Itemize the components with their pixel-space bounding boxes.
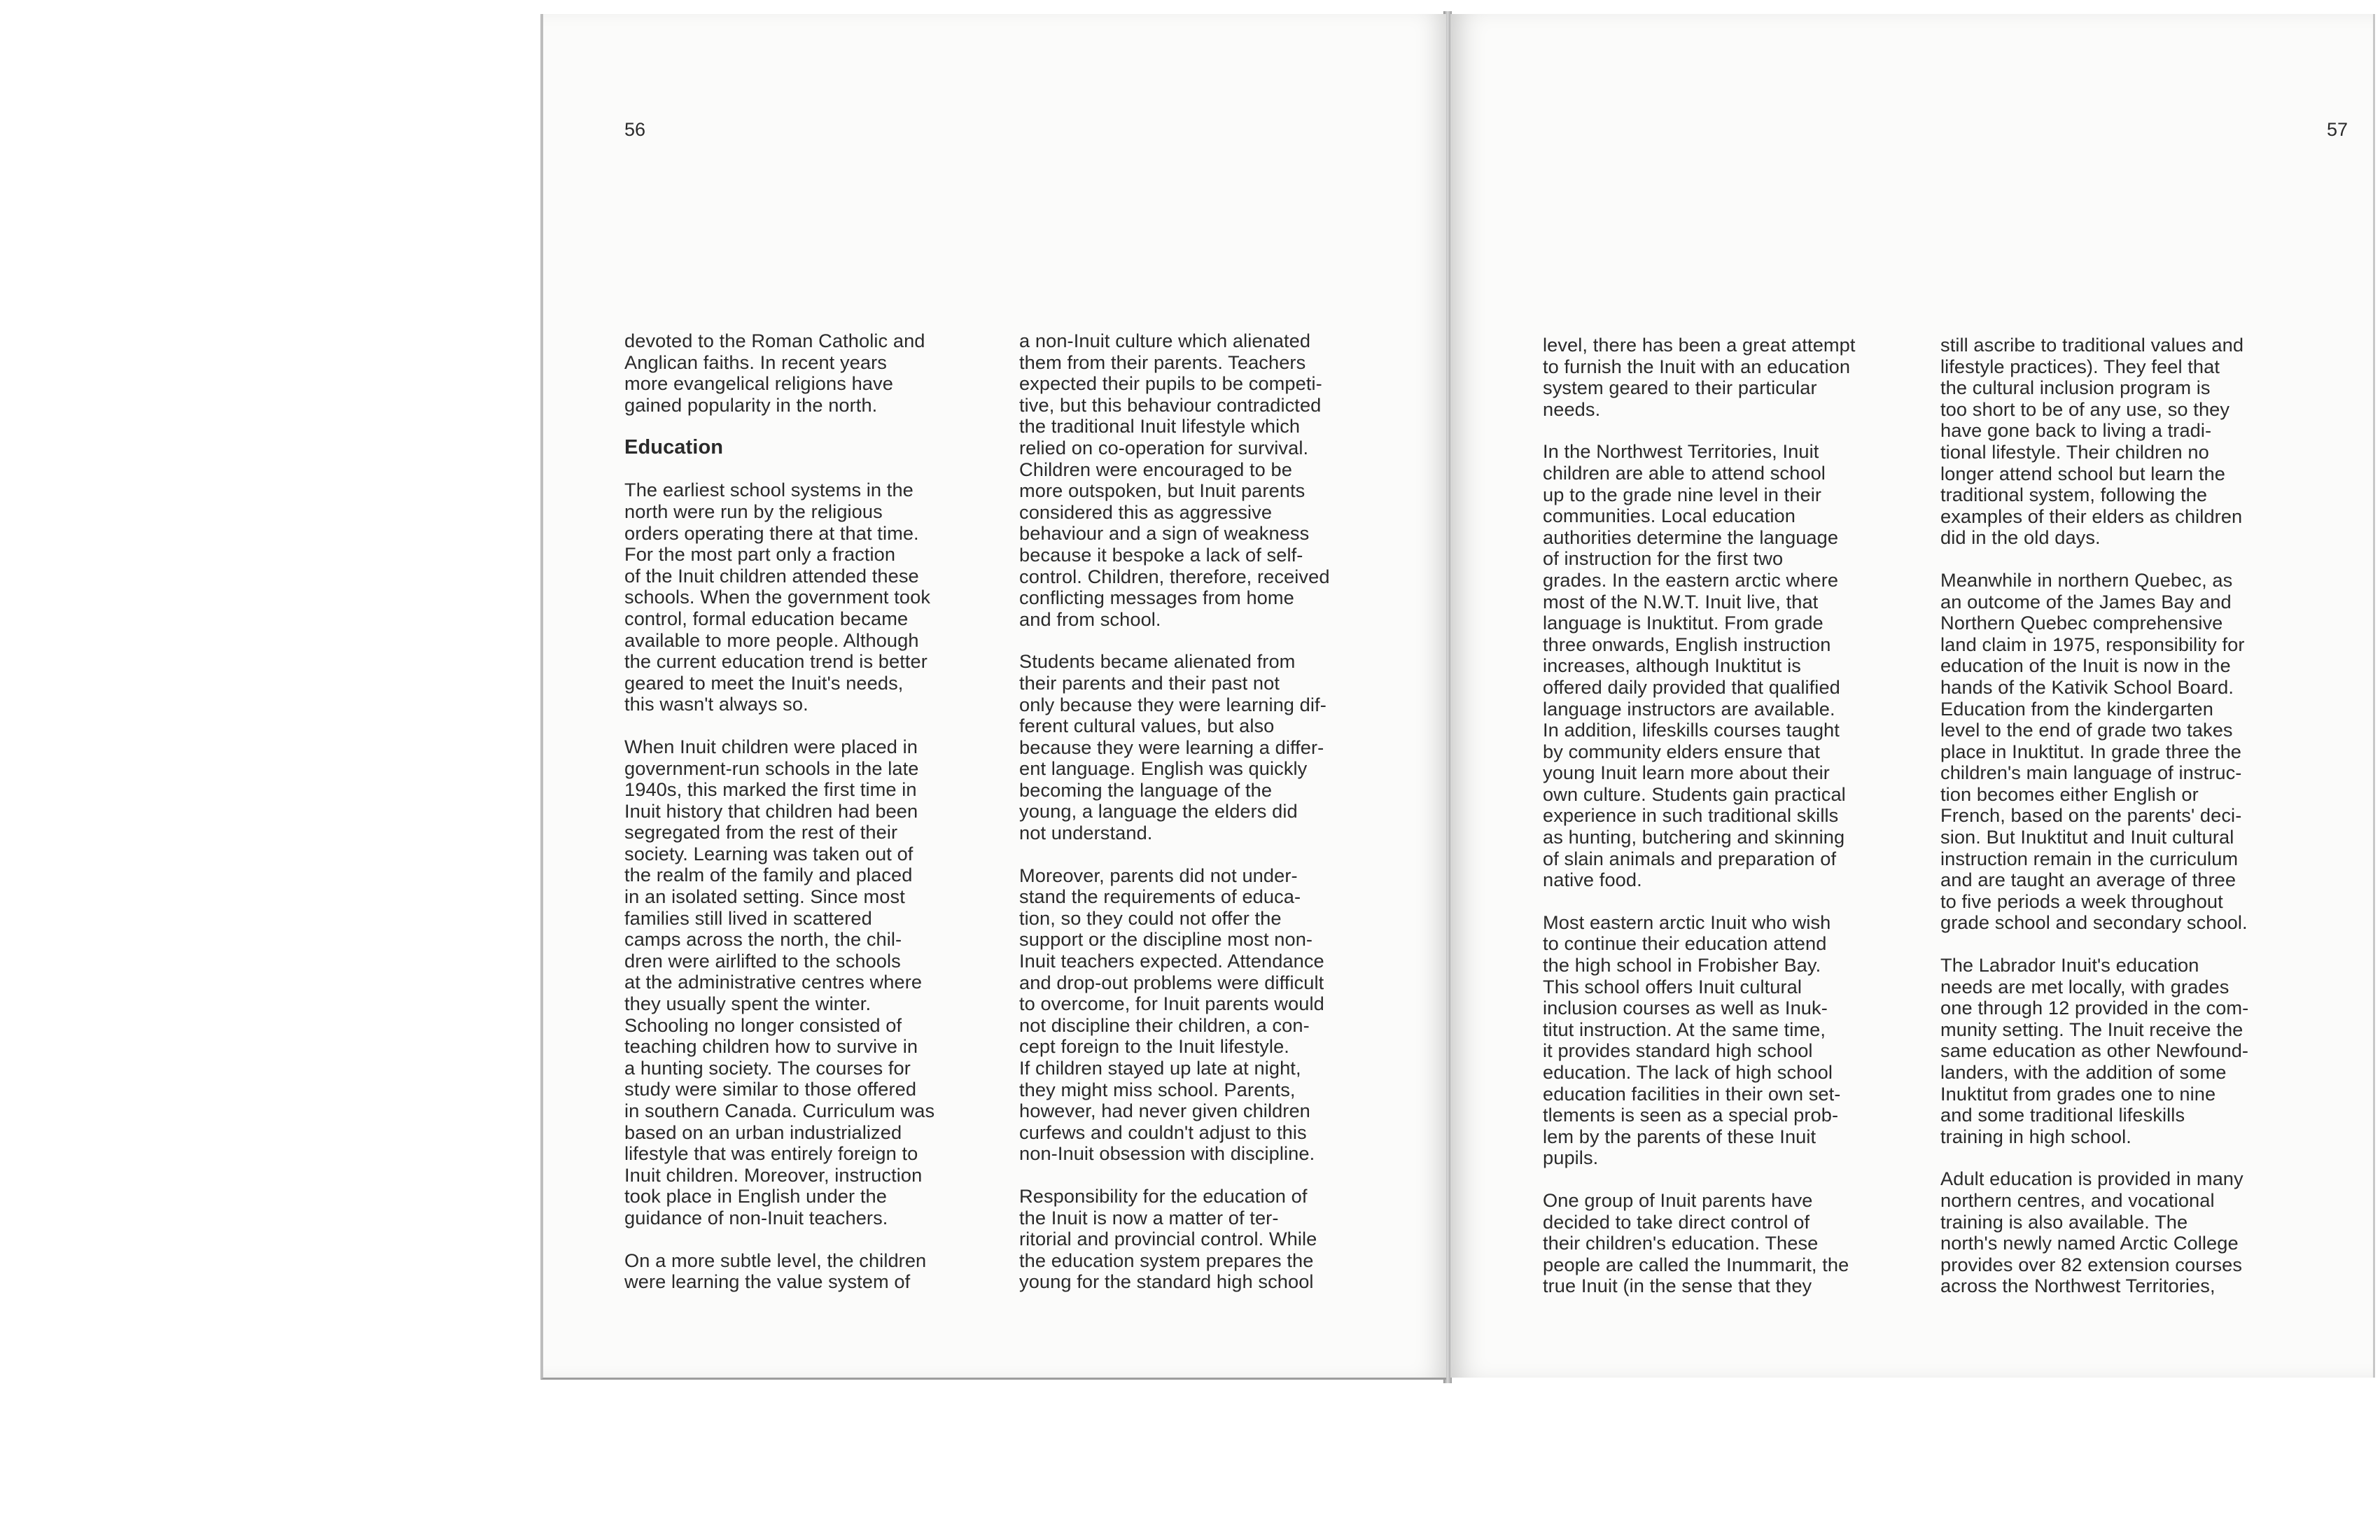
text-line: grade school and secondary school. (1940, 911, 2248, 934)
text-line: society. Learning was taken out of (624, 842, 913, 864)
text-line: provides over 82 extension courses (1940, 1253, 2243, 1275)
paragraph (1019, 865, 1383, 1165)
text-line: their parents and their past not (1019, 671, 1280, 694)
paragraph (1940, 335, 2311, 549)
text-line: the realm of the family and placed (624, 864, 913, 886)
text-line: were learning the value system of (624, 1270, 911, 1293)
paragraph (624, 479, 988, 715)
text-line: experience in such traditional skills (1543, 804, 1839, 827)
text-line: tlements is seen as a special prob- (1543, 1104, 1839, 1126)
text-line: devoted to the Roman Catholic and (624, 330, 925, 351)
text-line: of the Inuit children attended these (624, 564, 919, 587)
text-line: Inuit children. Moreover, instruction (624, 1163, 923, 1186)
text-line: and some traditional lifeskills (1940, 1104, 2185, 1126)
paragraph (1019, 330, 1383, 630)
text-line: their children's education. These (1543, 1232, 1819, 1254)
text-line: and are taught an average of three (1940, 869, 2236, 891)
text-line: communities. Local education (1543, 505, 1795, 527)
text-line: French, based on the parents' deci- (1940, 804, 2242, 827)
section-heading: Education (624, 436, 724, 459)
text-line: a non-Inuit culture which alienated (1019, 330, 1311, 351)
text-line: true Inuit (in the sense that they (1543, 1275, 1812, 1297)
text-column-2 (1019, 330, 1383, 1314)
text-line: tion, so they could not offer the (1019, 906, 1282, 929)
text-line: it provides standard high school (1543, 1040, 1813, 1062)
text-line: to overcome, for Inuit parents would (1019, 993, 1324, 1015)
text-line: Moreover, parents did not under- (1019, 864, 1298, 886)
text-line: orders operating there at that time. (624, 522, 919, 544)
text-line: Responsibility for the education of (1019, 1184, 1308, 1207)
text-line: lifestyle practices). They feel that (1940, 355, 2220, 377)
text-line: munity setting. The Inuit receive the (1940, 1018, 2244, 1040)
text-line: behaviour and a sign of weakness (1019, 522, 1310, 545)
text-line: language is Inuktitut. From grade (1543, 612, 1823, 634)
text-line: geared to meet the Inuit's needs, (624, 671, 904, 694)
text-line: families still lived in scattered (624, 906, 872, 929)
text-line: The Labrador Inuit's education (1940, 954, 2199, 976)
text-line: titut instruction. At the same time, (1543, 1018, 1826, 1040)
text-line: Anglican faiths. In recent years (624, 351, 887, 373)
text-line: training is also available. The (1940, 1210, 2188, 1233)
text-line: own culture. Students gain practical (1543, 783, 1846, 805)
text-line: gained popularity in the north. (624, 393, 878, 416)
text-line: have gone back to living a tradi- (1940, 419, 2212, 442)
text-line: the education system prepares the (1019, 1249, 1314, 1271)
text-column-4 (1940, 335, 2311, 1318)
text-line: three onwards, English instruction (1543, 633, 1831, 655)
text-line: based on an urban industrialized (624, 1121, 902, 1143)
text-line: because it bespoke a lack of self- (1019, 543, 1303, 566)
text-line: the traditional Inuit lifestyle which (1019, 415, 1301, 438)
text-line: In addition, lifeskills courses taught (1543, 719, 1840, 741)
text-line: an outcome of the James Bay and (1940, 590, 2232, 612)
text-line: ferent cultural values, but also (1019, 715, 1275, 737)
text-line: and drop-out problems were difficult (1019, 971, 1324, 993)
text-line: place in Inuktitut. In grade three the (1940, 740, 2242, 762)
text-line: stand the requirements of educa- (1019, 886, 1301, 908)
text-line: at the administrative centres where (624, 971, 923, 993)
text-line: Children were encouraged to be (1019, 458, 1292, 480)
text-line: native food. (1543, 869, 1642, 891)
text-line: Schooling no longer consisted of (624, 1014, 902, 1036)
text-line: support or the discipline most non- (1019, 928, 1313, 951)
text-line: of instruction for the first two (1543, 547, 1784, 570)
text-line: to continue their education attend (1543, 932, 1827, 955)
text-line: they might miss school. Parents, (1019, 1078, 1296, 1100)
text-line: For the most part only a fraction (624, 543, 896, 566)
text-line: not understand. (1019, 822, 1153, 844)
text-line: only because they were learning dif- (1019, 693, 1326, 715)
paragraph (624, 736, 988, 1229)
text-line: young for the standard high school (1019, 1270, 1314, 1293)
text-line: dren were airlifted to the schools (624, 949, 901, 972)
text-line: government-run schools in the late (624, 757, 919, 779)
text-line: pupils. (1543, 1147, 1599, 1169)
text-line: In the Northwest Territories, Inuit (1543, 440, 1819, 463)
text-line: inclusion courses as well as Inuk- (1543, 997, 1828, 1019)
text-line: Inuit teachers expected. Attendance (1019, 950, 1324, 972)
text-line: camps across the north, the chil- (624, 928, 902, 951)
text-line: one through 12 provided in the com- (1940, 997, 2249, 1019)
text-line: schools. When the government took (624, 586, 931, 608)
text-line: not discipline their children, a con- (1019, 1014, 1310, 1036)
page-number-left: 56 (624, 119, 646, 140)
text-line: to five periods a week throughout (1940, 890, 2223, 912)
paragraph (1543, 1190, 1914, 1297)
text-line: One group of Inuit parents have (1543, 1189, 1813, 1211)
text-line: they usually spent the winter. (624, 993, 872, 1015)
text-line: more outspoken, but Inuit parents (1019, 479, 1306, 502)
text-line: northern centres, and vocational (1940, 1189, 2215, 1211)
text-column-1 (624, 330, 988, 1314)
paragraph (1019, 651, 1383, 844)
text-line: available to more people. Although (624, 629, 919, 651)
text-line: tion becomes either English or (1940, 783, 2199, 805)
text-line: language instructors are available. (1543, 697, 1835, 720)
text-line: across the Northwest Territories, (1940, 1275, 2216, 1297)
text-line: increases, although Inuktitut is (1543, 654, 1801, 677)
text-line: north's newly named Arctic College (1940, 1232, 2239, 1254)
text-line: cept foreign to the Inuit lifestyle. (1019, 1035, 1289, 1058)
text-line: to furnish the Inuit with an education (1543, 355, 1851, 377)
page-number-right: 57 (2326, 119, 2348, 140)
text-line: system geared to their particular (1543, 377, 1817, 399)
text-line: Northern Quebec comprehensive (1940, 612, 2223, 634)
text-line: lem by the parents of these Inuit (1543, 1125, 1816, 1147)
text-line: grades. In the eastern arctic where (1543, 568, 1839, 591)
text-line: of slain animals and preparation of (1543, 847, 1837, 869)
text-line: ent language. English was quickly (1019, 757, 1308, 780)
text-line: Education from the kindergarten (1940, 697, 2213, 720)
text-column-3 (1543, 335, 1914, 1318)
text-line: ritorial and provincial control. While (1019, 1228, 1317, 1250)
text-line: When Inuit children were placed in (624, 735, 918, 757)
text-line: level, there has been a great attempt (1543, 334, 1856, 356)
text-line: landers, with the addition of some (1940, 1061, 2227, 1083)
text-line: decided to take direct control of (1543, 1210, 1810, 1233)
text-line: this wasn't always so. (624, 693, 808, 715)
text-line: expected their pupils to be competi- (1019, 372, 1322, 395)
right-page (1450, 14, 2375, 1378)
paragraph (1543, 335, 1914, 420)
text-line: education facilities in their own set- (1543, 1082, 1841, 1105)
text-line: hands of the Kativik School Board. (1940, 676, 2234, 698)
text-line: becoming the language of the (1019, 778, 1273, 801)
text-line: guidance of non-Inuit teachers. (624, 1206, 888, 1228)
text-line: segregated from the rest of their (624, 821, 898, 844)
text-line: Meanwhile in northern Quebec, as (1940, 568, 2233, 591)
text-line: too short to be of any use, so they (1940, 398, 2230, 420)
text-line: the current education trend is better (624, 650, 927, 673)
text-line: On a more subtle level, the children (624, 1249, 927, 1271)
paragraph (1543, 912, 1914, 1169)
text-line: level to the end of grade two takes (1940, 719, 2233, 741)
text-line: more evangelical religions have (624, 372, 893, 395)
text-line: in southern Canada. Curriculum was (624, 1100, 935, 1121)
text-line: This school offers Inuit cultural (1543, 975, 1802, 997)
text-line: curfews and couldn't adjust to this (1019, 1121, 1307, 1143)
text-line: relied on co-operation for survival. (1019, 436, 1309, 458)
text-line: young Inuit learn more about their (1543, 762, 1830, 784)
text-line: as hunting, butchering and skinning (1543, 826, 1845, 848)
text-line: tive, but this behaviour contradicted (1019, 393, 1322, 416)
text-line: Most eastern arctic Inuit who wish (1543, 911, 1831, 933)
text-line: authorities determine the language (1543, 526, 1839, 548)
text-line: Adult education is provided in many (1940, 1168, 2244, 1190)
text-line: The earliest school systems in the (624, 479, 913, 501)
text-line: same education as other Newfound- (1940, 1040, 2249, 1062)
text-line: people are called the Inummarit, the (1543, 1253, 1849, 1275)
text-line: most of the N.W.T. Inuit live, that (1543, 590, 1819, 612)
text-line: and from school. (1019, 608, 1161, 630)
text-line: did in the old days. (1940, 526, 2101, 549)
text-line: needs. (1543, 398, 1601, 420)
text-line: Inuit history that children had been (624, 799, 918, 822)
text-line: offered daily provided that qualified (1543, 676, 1840, 698)
text-line: needs are met locally, with grades (1940, 975, 2230, 997)
text-line: them from their parents. Teachers (1019, 351, 1306, 373)
paragraph (1940, 955, 2311, 1147)
paragraph (1019, 1186, 1383, 1293)
text-line: considered this as aggressive (1019, 500, 1273, 523)
text-line: a hunting society. The courses for (624, 1056, 911, 1079)
text-line: Inuktitut from grades one to nine (1940, 1082, 2216, 1105)
text-line: because they were learning a differ- (1019, 736, 1324, 758)
text-line: education. The lack of high school (1543, 1061, 1833, 1083)
text-line: conflicting messages from home (1019, 587, 1294, 609)
paragraph (1940, 570, 2311, 934)
text-line: the high school in Frobisher Bay. (1543, 954, 1821, 976)
text-line: children's main language of instruc- (1940, 762, 2242, 784)
text-line: teaching children how to survive in (624, 1035, 918, 1058)
text-line: longer attend school but learn the (1940, 462, 2225, 484)
text-line: north were run by the religious (624, 500, 883, 522)
text-line: non-Inuit obsession with discipline. (1019, 1142, 1315, 1165)
text-line: the Inuit is now a matter of ter- (1019, 1206, 1279, 1228)
paragraph (1940, 1168, 2311, 1297)
text-line: tional lifestyle. Their children no (1940, 440, 2209, 463)
text-line: training in high school. (1940, 1125, 2132, 1147)
text-line: young, a language the elders did (1019, 800, 1298, 822)
text-line: control, formal education became (624, 607, 909, 629)
text-line: Students became alienated from (1019, 650, 1296, 673)
text-line: up to the grade nine level in their (1543, 483, 1821, 505)
text-line: in an isolated setting. Since most (624, 886, 905, 908)
text-line: land claim in 1975, responsibility for (1940, 633, 2245, 655)
text-line: study were similar to those offered (624, 1078, 917, 1100)
text-line: lifestyle that was entirely foreign to (624, 1142, 918, 1165)
text-line: however, had never given children (1019, 1100, 1310, 1122)
text-line: took place in English under the (624, 1185, 887, 1208)
text-line: still ascribe to traditional values and (1940, 334, 2244, 356)
text-line: If children stayed up late at night, (1019, 1057, 1301, 1079)
text-line: examples of their elders as children (1940, 505, 2243, 527)
text-line: by community elders ensure that (1543, 740, 1820, 762)
text-line: instruction remain in the curriculum (1940, 847, 2239, 869)
text-line: traditional system, following the (1940, 484, 2208, 506)
text-line: children are able to attend school (1543, 461, 1826, 484)
text-line: the cultural inclusion program is (1940, 377, 2211, 399)
text-line: sion. But Inuktitut and Inuit cultural (1940, 826, 2234, 848)
text-line: 1940s, this marked the first time in (624, 778, 917, 801)
text-line: education of the Inuit is now in the (1940, 654, 2231, 677)
text-line: control. Children, therefore, received (1019, 565, 1330, 587)
paragraph (624, 1250, 988, 1293)
left-page (540, 14, 1446, 1380)
paragraph (624, 330, 988, 416)
paragraph (1543, 441, 1914, 890)
